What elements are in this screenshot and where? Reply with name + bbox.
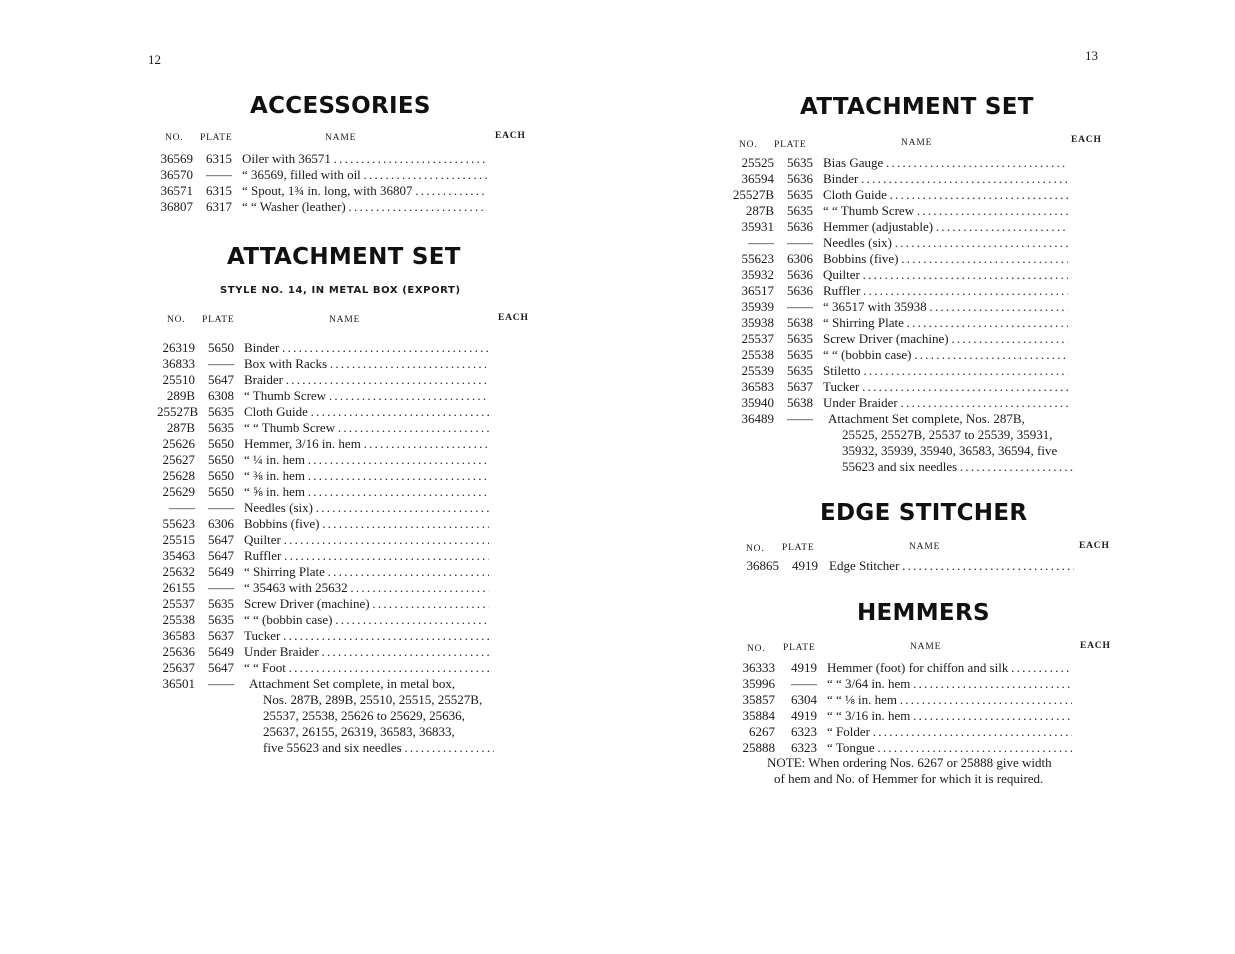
item-number: 25636 — [162, 644, 195, 659]
item-number: 25626 — [162, 436, 195, 451]
item-number: 25525 — [741, 155, 774, 170]
table-header: NO. PLATE NAME EACH — [746, 541, 1110, 554]
table-rows — [729, 155, 1109, 411]
plate-number: 5636 — [787, 171, 813, 186]
plate-number: —— — [787, 235, 813, 250]
item-name: “ “ 3/64 in. hem . . . — [827, 676, 1072, 692]
attachment-set-heading: ATTACHMENT SET — [800, 94, 1034, 120]
table-row — [157, 532, 537, 548]
plate-number: 6304 — [791, 692, 817, 707]
plate-number: 5647 — [208, 548, 234, 563]
complete-set-row — [729, 411, 1109, 475]
table-row — [729, 187, 1109, 203]
table-row — [735, 692, 1115, 708]
table-row — [729, 283, 1109, 299]
table-row — [155, 199, 535, 215]
table-row — [157, 420, 537, 436]
item-name: “ 35463 with 25632 . . . — [244, 580, 489, 596]
plate-number: 4919 — [791, 660, 817, 675]
item-number: 25537 — [741, 331, 774, 346]
plate-number: 6306 — [787, 251, 813, 266]
plate-number: 5635 — [787, 331, 813, 346]
plate-number: —— — [206, 167, 232, 182]
table-row — [729, 315, 1109, 331]
table-row — [729, 171, 1109, 187]
table-rows — [734, 558, 1114, 574]
plate-number: —— — [208, 356, 234, 371]
table-row — [729, 347, 1109, 363]
table-row — [157, 356, 537, 372]
item-name-continuation: 25537, 25538, 25626 to 25629, 25636, — [263, 708, 465, 723]
item-name-continuation: 25525, 25527B, 25537 to 25539, 35931, — [842, 427, 1053, 442]
table-row — [729, 251, 1109, 267]
item-number: 25629 — [162, 484, 195, 499]
item-number: 25538 — [162, 612, 195, 627]
item-number: 287B — [745, 203, 774, 218]
item-number: 25539 — [741, 363, 774, 378]
item-name: “ ⅜ in. hem . . . — [244, 468, 489, 484]
table-row — [734, 558, 1114, 574]
table-header: NO. PLATE NAME EACH — [739, 135, 1102, 150]
item-number: 25637 — [162, 660, 195, 675]
table-row — [157, 644, 537, 660]
item-name: Under Braider . . . — [823, 395, 1068, 411]
plate-number: 6308 — [208, 388, 234, 403]
item-number: 25628 — [162, 468, 195, 483]
item-name: Ruffler . . . — [823, 283, 1068, 299]
item-name: “ Thumb Screw . . . — [244, 388, 489, 404]
table-row — [155, 183, 535, 199]
item-name-continuation: Nos. 287B, 289B, 25510, 25515, 25527B, — [263, 692, 483, 707]
item-name: Tucker . . . — [823, 379, 1068, 395]
plate-number: 5635 — [208, 612, 234, 627]
item-name: “ 36517 with 35938 . . . — [823, 299, 1068, 315]
item-name: “ “ (bobbin case) . . . — [823, 347, 1068, 363]
table-row — [157, 612, 537, 628]
item-name: Binder . . . — [244, 340, 489, 356]
item-name-continuation: 35932, 35939, 35940, 36583, 36594, five — [842, 443, 1058, 458]
item-name: Hemmer, 3/16 in. hem . . . — [244, 436, 489, 452]
plate-number: 5647 — [208, 372, 234, 387]
item-number: —— — [748, 235, 774, 250]
item-number: 36333 — [742, 660, 775, 675]
table-row — [729, 331, 1109, 347]
table-row — [157, 596, 537, 612]
table-row — [729, 363, 1109, 379]
plate-number: 6306 — [208, 516, 234, 531]
item-number: 36807 — [160, 199, 193, 214]
plate-number: —— — [787, 411, 813, 426]
page-number: 13 — [1085, 48, 1098, 63]
table-row — [729, 155, 1109, 171]
item-name: “ “ 3/16 in. hem . . . — [827, 708, 1072, 724]
item-number: 36501 — [162, 676, 195, 691]
item-number: 26155 — [162, 580, 195, 595]
item-number: 6267 — [749, 724, 775, 739]
table-row — [729, 203, 1109, 219]
item-number: 36569 — [160, 151, 193, 166]
item-name: Binder . . . — [823, 171, 1068, 187]
item-name: “ “ Washer (leather) . . . — [242, 199, 487, 215]
item-number: 36583 — [741, 379, 774, 394]
item-number: 25515 — [162, 532, 195, 547]
item-number: 35931 — [741, 219, 774, 234]
item-name: “ “ Foot . . . — [244, 660, 489, 676]
item-name: “ “ Thumb Screw . . . — [823, 203, 1068, 219]
table-row — [729, 299, 1109, 315]
plate-number: 5635 — [787, 363, 813, 378]
table-row — [157, 580, 537, 596]
item-number: 25510 — [162, 372, 195, 387]
table-row — [157, 676, 537, 692]
item-name: Attachment Set complete, in metal box, — [249, 676, 456, 691]
plate-number: 5635 — [208, 420, 234, 435]
table-row — [735, 708, 1115, 724]
accessories-heading: ACCESSORIES — [250, 93, 431, 119]
item-number: 36865 — [746, 558, 779, 573]
item-name: “ ⅝ in. hem . . . — [244, 484, 489, 500]
right-page — [617, 0, 1235, 954]
item-number: 25527B — [157, 404, 199, 419]
item-name: Bobbins (five) . . . — [244, 516, 489, 532]
table-row — [157, 564, 537, 580]
item-number: —— — [169, 500, 195, 515]
table-row — [735, 724, 1115, 740]
plate-number: 5650 — [208, 452, 234, 467]
item-number: 35996 — [742, 676, 775, 691]
table-row — [735, 740, 1115, 756]
table-rows — [735, 660, 1115, 756]
plate-number: 6317 — [206, 199, 232, 214]
table-row — [155, 151, 535, 167]
item-number: 25888 — [742, 740, 775, 755]
table-row — [729, 379, 1109, 395]
table-row — [157, 516, 537, 532]
item-number: 35939 — [741, 299, 774, 314]
item-name-continuation: five 55623 and six needles . . . — [263, 740, 494, 756]
page-number: 12 — [148, 52, 161, 67]
table-header: NO. PLATE NAME EACH — [165, 131, 526, 143]
item-number: 36833 — [162, 356, 195, 371]
item-number: 35463 — [162, 548, 195, 563]
complete-set-row — [157, 676, 537, 756]
item-name-continuation: 55623 and six needles . . . — [842, 459, 1073, 475]
item-number: 36489 — [741, 411, 774, 426]
item-number: 35884 — [742, 708, 775, 723]
item-number: 35940 — [741, 395, 774, 410]
hemmers-heading: HEMMERS — [857, 600, 990, 626]
item-name: “ Shirring Plate . . . — [244, 564, 489, 580]
plate-number: 5650 — [208, 436, 234, 451]
plate-number: 5635 — [787, 187, 813, 202]
item-name: Cloth Guide . . . — [244, 404, 489, 420]
plate-number: 5647 — [208, 660, 234, 675]
item-number: 25627 — [162, 452, 195, 467]
plate-number: 5638 — [787, 315, 813, 330]
attachment-set-heading: ATTACHMENT SET — [227, 244, 461, 270]
item-name: “ Spout, 1¾ in. long, with 36807 . . . — [242, 183, 487, 199]
plate-number: —— — [787, 299, 813, 314]
table-row — [157, 628, 537, 644]
item-number: 36583 — [162, 628, 195, 643]
item-number: 36570 — [160, 167, 193, 182]
plate-number: 5637 — [787, 379, 813, 394]
item-name: Stiletto . . . — [823, 363, 1068, 379]
edge-stitcher-heading: EDGE STITCHER — [820, 500, 1028, 526]
hemmers-note-line-2: of hem and No. of Hemmer for which it is required. — [774, 771, 1044, 786]
item-name: Braider . . . — [244, 372, 489, 388]
edge-stitcher-table — [734, 541, 1114, 575]
item-name: Edge Stitcher . . . — [829, 558, 1074, 574]
item-number: 25538 — [741, 347, 774, 362]
plate-number: 5649 — [208, 644, 234, 659]
plate-number: 5635 — [208, 404, 234, 419]
plate-number: 5636 — [787, 219, 813, 234]
item-name: Quilter . . . — [823, 267, 1068, 283]
plate-number: 5636 — [787, 267, 813, 282]
table-row — [157, 340, 537, 356]
table-row — [729, 395, 1109, 411]
table-rows — [157, 340, 537, 676]
plate-number: 5647 — [208, 532, 234, 547]
table-row — [157, 484, 537, 500]
plate-number: —— — [208, 500, 234, 515]
item-name: Hemmer (adjustable) . . . — [823, 219, 1068, 235]
item-name: Quilter . . . — [244, 532, 489, 548]
table-row — [157, 436, 537, 452]
plate-number: —— — [208, 580, 234, 595]
item-number: 289B — [166, 388, 195, 403]
item-name: Bobbins (five) . . . — [823, 251, 1068, 267]
table-row — [729, 411, 1109, 427]
item-name: “ “ ⅛ in. hem . . . — [827, 692, 1072, 708]
table-row — [729, 219, 1109, 235]
item-name: Hemmer (foot) for chiffon and silk . . . — [827, 660, 1072, 676]
plate-number: 5635 — [787, 155, 813, 170]
attachment-set-table-right — [729, 135, 1109, 473]
item-name: Box with Racks . . . — [244, 356, 489, 372]
left-page — [0, 0, 617, 954]
item-number: 36517 — [741, 283, 774, 298]
item-name-continuation: 25637, 26155, 26319, 36583, 36833, — [263, 724, 455, 739]
item-name: Cloth Guide . . . — [823, 187, 1068, 203]
plate-number: 5650 — [208, 340, 234, 355]
item-number: 25537 — [162, 596, 195, 611]
plate-number: 5649 — [208, 564, 234, 579]
item-name: “ Folder . . . — [827, 724, 1072, 740]
item-number: 35932 — [741, 267, 774, 282]
plate-number: 6315 — [206, 183, 232, 198]
table-row — [157, 660, 537, 676]
item-number: 35857 — [742, 692, 775, 707]
hemmers-note-line-1: NOTE: When ordering Nos. 6267 or 25888 give width — [767, 755, 1052, 770]
table-row — [157, 548, 537, 564]
item-name: “ Tongue . . . — [827, 740, 1072, 756]
item-name: “ 36569, filled with oil . . . — [242, 167, 487, 183]
plate-number: 5635 — [787, 203, 813, 218]
table-row — [157, 404, 537, 420]
plate-number: 4919 — [791, 708, 817, 723]
accessories-table — [155, 133, 535, 215]
item-name: Ruffler . . . — [244, 548, 489, 564]
table-row — [729, 235, 1109, 251]
plate-number: 5650 — [208, 484, 234, 499]
table-row — [735, 676, 1115, 692]
table-header: NO. PLATE NAME EACH — [747, 641, 1111, 654]
attachment-set-table-left — [157, 313, 537, 755]
plate-number: —— — [791, 676, 817, 691]
table-row — [729, 267, 1109, 283]
table-row — [157, 500, 537, 516]
table-row — [157, 388, 537, 404]
item-name: Needles (six) . . . — [244, 500, 489, 516]
plate-number: 5636 — [787, 283, 813, 298]
item-name: Needles (six) . . . — [823, 235, 1068, 251]
plate-number: 6315 — [206, 151, 232, 166]
item-name: “ Shirring Plate . . . — [823, 315, 1068, 331]
item-number: 25632 — [162, 564, 195, 579]
item-number: 55623 — [741, 251, 774, 266]
hemmers-table — [735, 641, 1115, 755]
plate-number: 5638 — [787, 395, 813, 410]
plate-number: 5637 — [208, 628, 234, 643]
plate-number: 5635 — [787, 347, 813, 362]
table-header: NO. PLATE NAME EACH — [167, 313, 529, 325]
table-row — [155, 167, 535, 183]
item-name: “ “ (bobbin case) . . . — [244, 612, 489, 628]
item-name: Attachment Set complete, Nos. 287B, — [828, 411, 1025, 426]
table-row — [735, 660, 1115, 676]
item-number: 35938 — [741, 315, 774, 330]
item-number: 287B — [166, 420, 195, 435]
item-name: Screw Driver (machine) . . . — [244, 596, 489, 612]
item-name: Under Braider . . . — [244, 644, 489, 660]
item-number: 36594 — [741, 171, 774, 186]
item-name: Bias Gauge . . . — [823, 155, 1068, 171]
plate-number: 5650 — [208, 468, 234, 483]
plate-number: 6323 — [791, 740, 817, 755]
item-name: “ “ Thumb Screw . . . — [244, 420, 489, 436]
plate-number: 4919 — [792, 558, 818, 573]
table-row — [157, 468, 537, 484]
table-rows — [155, 151, 535, 215]
table-row — [157, 372, 537, 388]
item-name: Tucker . . . — [244, 628, 489, 644]
plate-number: —— — [208, 676, 234, 691]
item-name: “ ¼ in. hem . . . — [244, 452, 489, 468]
plate-number: 5635 — [208, 596, 234, 611]
item-number: 25527B — [732, 187, 774, 202]
item-name: Screw Driver (machine) . . . — [823, 331, 1068, 347]
item-number: 55623 — [162, 516, 195, 531]
table-row — [157, 452, 537, 468]
item-number: 36571 — [160, 183, 193, 198]
plate-number: 6323 — [791, 724, 817, 739]
attachment-set-subtitle: STYLE NO. 14, IN METAL BOX (EXPORT) — [220, 285, 461, 296]
item-name: Oiler with 36571 . . . — [242, 151, 487, 167]
item-number: 26319 — [162, 340, 195, 355]
